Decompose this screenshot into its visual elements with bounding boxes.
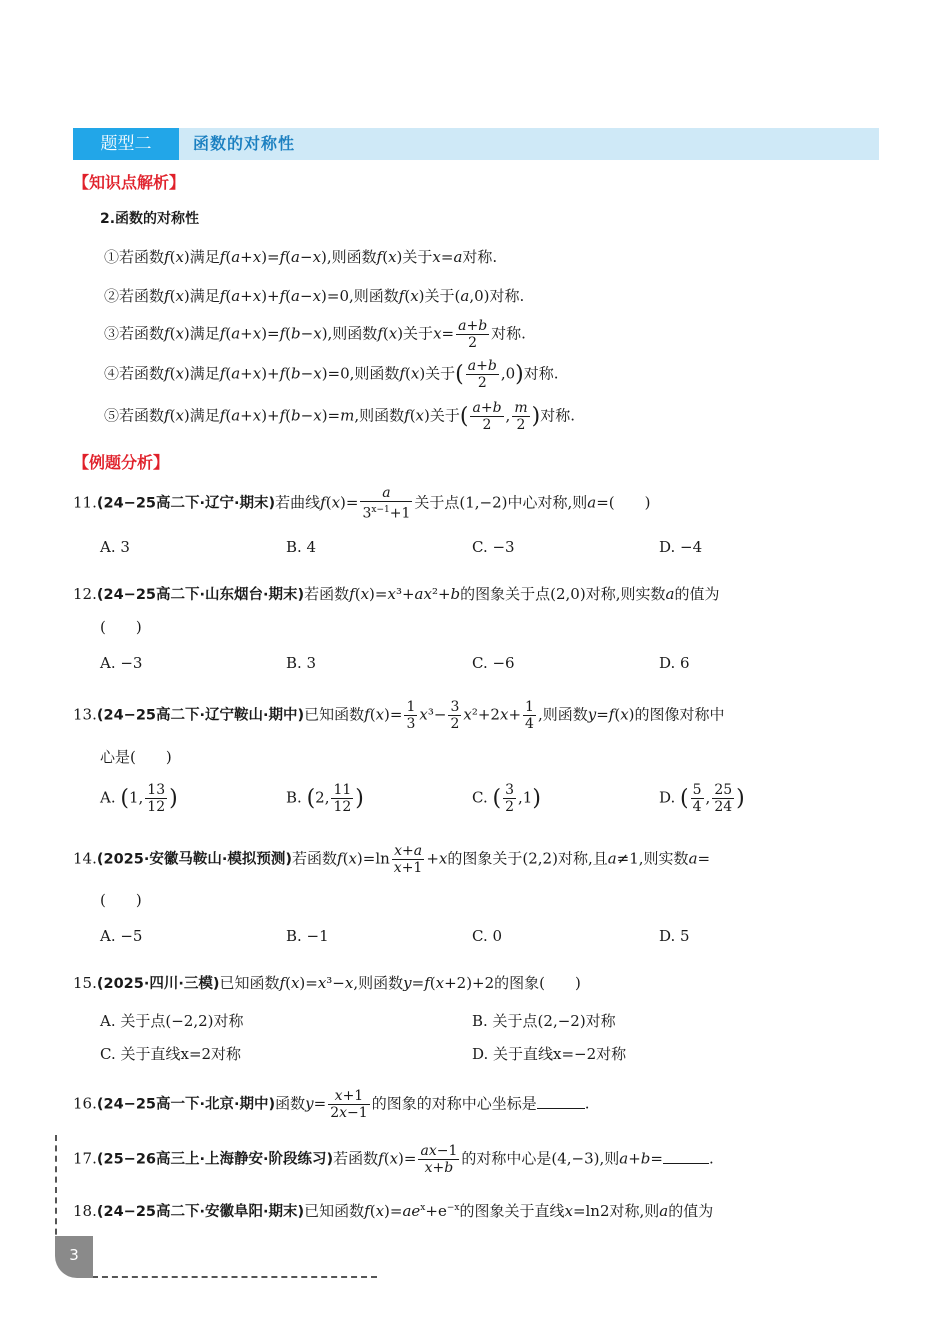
- q11-option-c[interactable]: C. −3: [472, 538, 515, 556]
- section-banner: [73, 128, 879, 160]
- knowledge-item-4: ④若函数f(x)满足f(a+x)+f(b−x)=0,则函数f(x)关于( $\frac{a+b}{2}$ ,0)对称.: [104, 358, 559, 391]
- question-11: 11.(24−25高二下·辽宁·期末)若曲线f(x)= $\frac{a}{3^{x-1}+1}$ 关于点(1,−2)中心对称,则a=( ): [73, 485, 651, 522]
- question-17: 17.(25−26高三上·上海静安·阶段练习)若函数f(x)= $\frac{ax-1}{x+b}$ 的对称中心是(4,−3),则a+b= .: [73, 1143, 714, 1176]
- q15-option-a[interactable]: A. 关于点(−2,2)对称: [100, 1012, 244, 1030]
- q14-stem-cont: ( ): [100, 891, 142, 909]
- q13-stem-cont: 心是( ): [100, 748, 172, 766]
- knowledge-subhead: 2.函数的对称性: [100, 211, 200, 227]
- knowledge-item-3: ③若函数f(x)满足f(a+x)=f(b−x),则函数f(x)关于x= $\frac{a+b}{2}$ 对称.: [104, 318, 526, 351]
- question-18: 18.(24−25高二下·安徽阜阳·期末)已知函数$f(x)=ae^x+e^{-x}$的图象关于直线x=ln2对称,则a的值为: [73, 1202, 714, 1220]
- question-12: 12.(24−25高二下·山东烟台·期末)若函数f(x)=x³+ax²+b的图象关于点(2,0)对称,则实数a的值为: [73, 585, 720, 603]
- banner-tag: 题型二: [73, 128, 179, 160]
- q13-option-b[interactable]: B. (2, $\frac{11}{12}$ ): [286, 782, 364, 815]
- q12-stem-cont: ( ): [100, 618, 142, 636]
- question-15: 15.(2025·四川·三模)已知函数f(x)=x³−x,则函数y=f(x+2)+2的图象( ): [73, 974, 581, 992]
- q14-option-c[interactable]: C. 0: [472, 927, 503, 945]
- question-14: 14.(2025·安徽马鞍山·模拟预测)若函数f(x)=ln $\frac{x+a}{x+1}$ +x的图象关于(2,2)对称,且a≠1,则实数a=: [73, 843, 711, 876]
- q13-option-a[interactable]: A. (1, $\frac{13}{12}$ ): [100, 782, 178, 815]
- q16-answer-blank[interactable]: [537, 1108, 585, 1109]
- q14-option-d[interactable]: D. 5: [659, 927, 690, 945]
- knowledge-item-2: ②若函数f(x)满足f(a+x)+f(a−x)=0,则函数f(x)关于(a,0)对称.: [104, 287, 525, 305]
- page-border-bottom: [92, 1276, 377, 1278]
- q14-option-a[interactable]: A. −5: [100, 927, 143, 945]
- question-16: 16.(24−25高一下·北京·期中)函数y= $\frac{x+1}{2x-1}$ 的图象的对称中心坐标是 .: [73, 1088, 590, 1121]
- q15-option-d[interactable]: D. 关于直线x=−2对称: [472, 1045, 627, 1063]
- q14-option-b[interactable]: B. −1: [286, 927, 329, 945]
- page-border-left: [55, 1135, 57, 1245]
- q12-option-a[interactable]: A. −3: [100, 654, 143, 672]
- knowledge-header: 【知识点解析】: [73, 173, 186, 192]
- q17-answer-blank[interactable]: [663, 1163, 709, 1164]
- q13-option-d[interactable]: D. ( $\frac{5}{4}$ , $\frac{25}{24}$ ): [659, 782, 745, 815]
- q11-option-b[interactable]: B. 4: [286, 538, 317, 556]
- page-number: 3: [55, 1236, 93, 1278]
- q15-option-b[interactable]: B. 关于点(2,−2)对称: [472, 1012, 616, 1030]
- q12-option-b[interactable]: B. 3: [286, 654, 317, 672]
- q12-option-d[interactable]: D. 6: [659, 654, 690, 672]
- q13-option-c[interactable]: C. ( $\frac{3}{2}$ ,1): [472, 782, 541, 815]
- knowledge-item-5: ⑤若函数f(x)满足f(a+x)+f(b−x)=m,则函数f(x)关于( $\frac{a+b}{2}$ , $\frac{m}{2}$ )对称.: [104, 400, 575, 433]
- question-13: 13.(24−25高二下·辽宁鞍山·期中)已知函数f(x)= $\frac{1}{3}$ x³− $\frac{3}{2}$ x²+2x+ $\frac{1}{4}$ ,则函数y=f(x)的图像对称中: [73, 699, 725, 732]
- examples-header: 【例题分析】: [73, 453, 170, 472]
- knowledge-item-1: ①若函数f(x)满足f(a+x)=f(a−x),则函数f(x)关于x=a对称.: [104, 248, 498, 266]
- q12-option-c[interactable]: C. −6: [472, 654, 515, 672]
- q15-option-c[interactable]: C. 关于直线x=2对称: [100, 1045, 242, 1063]
- q11-option-a[interactable]: A. 3: [100, 538, 130, 556]
- q11-option-d[interactable]: D. −4: [659, 538, 703, 556]
- banner-title: 函数的对称性: [193, 134, 296, 153]
